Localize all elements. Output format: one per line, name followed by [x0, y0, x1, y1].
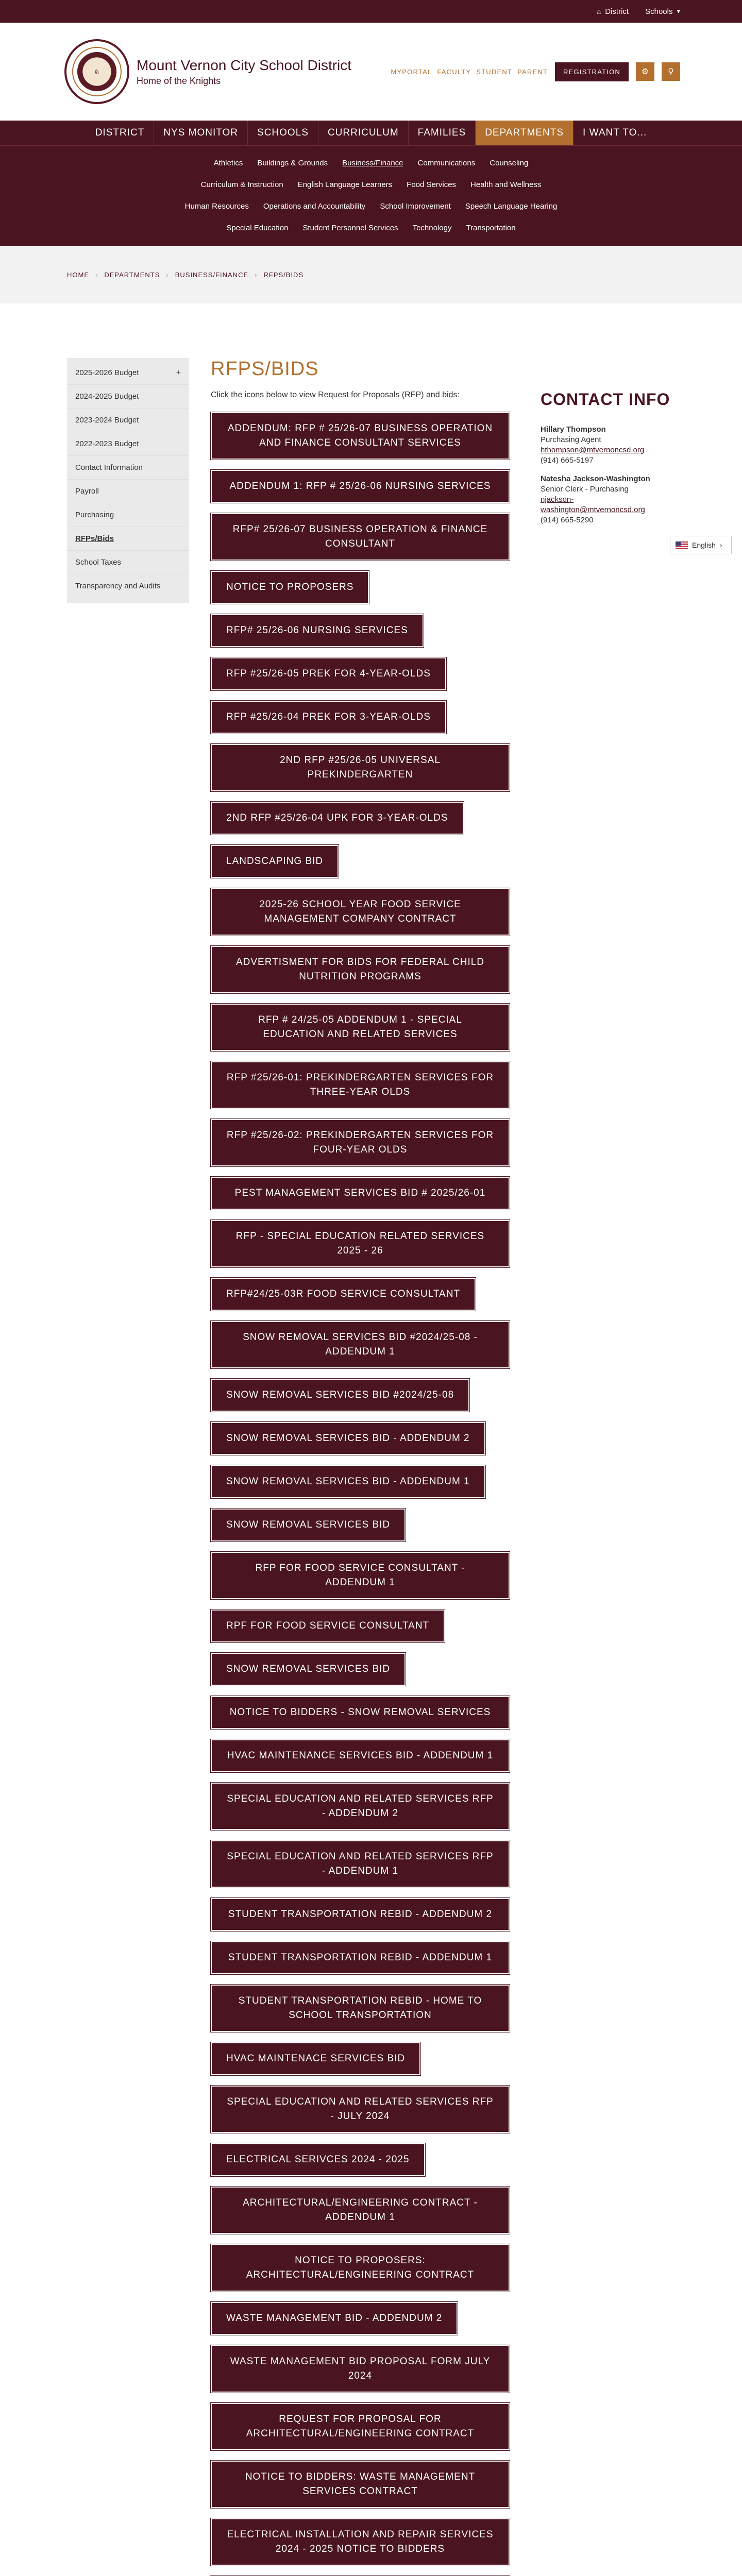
subnav-technology[interactable]: Technology — [412, 223, 452, 232]
utility-bar — [0, 0, 742, 23]
breadcrumb-current: RFPS/BIDS — [263, 270, 304, 279]
subnav-ell[interactable]: English Language Learners — [297, 180, 393, 189]
language-selector[interactable] — [670, 536, 732, 554]
rfp-document-button[interactable]: WASTE MANAGEMENT BID PROPOSAL FORM JULY 2024 — [211, 2345, 510, 2393]
rfp-button-list — [211, 412, 520, 2576]
rfp-document-button[interactable]: ADDENDUM: RFP # 25/26-07 BUSINESS OPERATION AND FINANCE CONSULTANT SERVICES — [211, 412, 510, 460]
rfp-document-button[interactable]: SNOW REMOVAL SERVICES BID - ADDENDUM 2 — [211, 1422, 485, 1455]
rfp-document-button[interactable]: RFP #25/26-02: PREKINDERGARTEN SERVICES FOR FOUR-YEAR OLDS — [211, 1119, 510, 1166]
subnav-speech-language[interactable]: Speech Language Hearing — [465, 201, 558, 211]
rfp-document-button[interactable]: SPECIAL EDUCATION AND RELATED SERVICES RFP - ADDENDUM 1 — [211, 1840, 510, 1888]
subnav-buildings-grounds[interactable]: Buildings & Grounds — [257, 158, 328, 167]
schools-label: Schools — [645, 7, 673, 16]
rfp-document-button[interactable]: SNOW REMOVAL SERVICES BID — [211, 1653, 406, 1686]
search-icon[interactable]: ⚲ — [662, 62, 680, 81]
schools-dropdown[interactable] — [645, 7, 680, 16]
subnav-athletics[interactable]: Athletics — [213, 158, 243, 167]
rfp-document-button[interactable]: 2ND RFP #25/26-05 UNIVERSAL PREKINDERGARTEN — [211, 744, 510, 791]
plus-icon[interactable]: + — [176, 368, 181, 377]
breadcrumb-departments[interactable]: DEPARTMENTS — [104, 270, 160, 279]
rfp-document-button[interactable]: RPF FOR FOOD SERVICE CONSULTANT — [211, 1609, 445, 1642]
subnav-food-services[interactable]: Food Services — [407, 180, 457, 189]
site-header — [0, 23, 742, 121]
subnav-row — [0, 217, 742, 239]
main-content — [211, 358, 520, 2576]
sidebar-item-label: 2024-2025 Budget — [75, 392, 139, 401]
language-label: English — [692, 541, 716, 549]
sidebar-item-purchasing[interactable] — [67, 503, 189, 527]
rfp-document-button[interactable]: STUDENT TRANSPORTATION REBID - HOME TO SCHOOL TRANSPORTATION — [211, 1985, 510, 2032]
rfp-document-button[interactable]: ELECTRICAL INSTALLATION AND REPAIR SERVICES 2024 - 2025 NOTICE TO BIDDERS — [211, 2518, 510, 2566]
rfp-document-button[interactable]: HVAC MAINTENANCE SERVICES BID - ADDENDUM 1 — [211, 1739, 510, 1772]
contact-email-link[interactable]: hthompson@mtvernoncsd.org — [541, 446, 645, 454]
subnav-curriculum-instruction[interactable]: Curriculum & Instruction — [200, 180, 283, 189]
district-seal-logo — [64, 39, 129, 104]
rfp-document-button[interactable]: RFP# 25/26-06 NURSING SERVICES — [211, 614, 424, 647]
rfp-document-button[interactable]: LANDSCAPING BID — [211, 845, 339, 878]
rfp-document-button[interactable]: STUDENT TRANSPORTATION REBID - ADDENDUM 1 — [211, 1941, 510, 1974]
brand[interactable] — [64, 39, 351, 104]
sidebar-item-payroll[interactable] — [67, 480, 189, 503]
rfp-document-button[interactable]: SPECIAL EDUCATION AND RELATED SERVICES RFP - ADDENDUM 2 — [211, 1783, 510, 1830]
portal-links — [391, 68, 548, 76]
translate-icon[interactable]: ⚙ — [636, 62, 654, 81]
rfp-document-button[interactable]: ARCHITECTURAL/ENGINEERING CONTRACT - ADDENDUM 1 — [211, 2187, 510, 2234]
contact-info — [541, 358, 674, 2576]
rfp-document-button[interactable]: SNOW REMOVAL SERVICES BID — [211, 1509, 406, 1541]
seal-emblem: ♘ — [72, 47, 122, 96]
contact-phone: (914) 665-5290 — [541, 516, 594, 524]
student-link[interactable]: STUDENT — [476, 67, 513, 76]
rfp-document-button[interactable]: 2ND RFP #25/26-04 UPK FOR 3-YEAR-OLDS — [211, 802, 464, 835]
rfp-document-button[interactable]: NOTICE TO PROPOSERS — [211, 571, 369, 604]
intro-text: Click the icons below to view Request for Proposals (RFP) and bids: — [211, 391, 460, 399]
sidebar-item-label: Purchasing — [75, 511, 114, 519]
breadcrumb-business-finance[interactable]: BUSINESS/FINANCE — [175, 270, 249, 279]
subnav-row — [0, 174, 742, 195]
chevron-right-icon: › — [719, 541, 722, 549]
nav-nys-monitor[interactable]: NYS MONITOR — [154, 121, 248, 145]
subnav-school-improvement[interactable]: School Improvement — [380, 201, 451, 211]
sidebar-item-budget-2024-2025[interactable] — [67, 385, 189, 409]
rfp-document-button[interactable]: RFP # 24/25-05 ADDENDUM 1 - SPECIAL EDUCATION AND RELATED SERVICES — [211, 1004, 510, 1051]
section-sidebar — [67, 358, 189, 603]
rfp-document-button[interactable]: RFP #25/26-04 PREK FOR 3-YEAR-OLDS — [211, 701, 446, 734]
parent-link[interactable]: PARENT — [517, 67, 548, 76]
nav-departments[interactable]: DEPARTMENTS — [476, 121, 574, 145]
rfp-document-button[interactable]: WASTE MANAGEMENT BID - ADDENDUM 2 — [211, 2302, 458, 2335]
rfp-document-button[interactable]: SNOW REMOVAL SERVICES BID - ADDENDUM 1 — [211, 1465, 485, 1498]
breadcrumb-home[interactable]: HOME — [67, 270, 89, 279]
main-nav — [0, 121, 742, 145]
district-tagline: Home of the Knights — [137, 75, 221, 86]
chevron-down-icon: ▾ — [677, 7, 680, 15]
registration-button[interactable]: REGISTRATION — [555, 62, 629, 81]
sidebar-item-school-taxes[interactable] — [67, 551, 189, 574]
rfp-document-button[interactable]: RFP #25/26-01: PREKINDERGARTEN SERVICES FOR THREE-YEAR OLDS — [211, 1061, 510, 1109]
subnav-counseling[interactable]: Counseling — [490, 158, 529, 167]
faculty-link[interactable]: FACULTY — [437, 67, 471, 76]
rfp-document-button[interactable]: NOTICE TO BIDDERS: WASTE MANAGEMENT SERVICES CONTRACT — [211, 2461, 510, 2508]
rfp-document-button[interactable]: 2025-26 SCHOOL YEAR FOOD SERVICE MANAGEMENT COMPANY CONTRACT — [211, 888, 510, 936]
sidebar-item-label: 2022-2023 Budget — [75, 439, 139, 448]
subnav-row — [0, 152, 742, 174]
sidebar-item-label: School Taxes — [75, 558, 121, 567]
nav-schools[interactable]: SCHOOLS — [248, 121, 318, 145]
nav-district[interactable]: DISTRICT — [86, 121, 155, 145]
district-title: Mount Vernon City School District — [137, 57, 352, 73]
building-icon: ⌂ — [597, 7, 601, 15]
myportal-link[interactable]: MYPORTAL — [391, 67, 432, 76]
page-title: RFPS/BIDS — [211, 358, 319, 380]
subnav-special-education[interactable]: Special Education — [226, 223, 289, 232]
sidebar-item-transparency-audits[interactable] — [67, 574, 189, 598]
breadcrumb-separator: › — [255, 270, 258, 279]
sidebar-item-label: RFPs/Bids — [75, 534, 114, 543]
rfp-document-button[interactable]: ADDENDUM 1: RFP # 25/26-06 NURSING SERVICES — [211, 470, 510, 503]
sidebar-item-label: Transparency and Audits — [75, 582, 161, 590]
rfp-document-button[interactable]: SNOW REMOVAL SERVICES BID #2024/25-08 - ADDENDUM 1 — [211, 1321, 510, 1368]
breadcrumb — [0, 246, 742, 303]
contact-name: Natesha Jackson-Washington — [541, 474, 650, 483]
rfp-document-button[interactable]: NOTICE TO PROPOSERS: ARCHITECTURAL/ENGINEERING CONTRACT — [211, 2244, 510, 2292]
contact-phone: (914) 665-5197 — [541, 456, 594, 465]
page-content — [0, 303, 742, 2576]
nav-curriculum[interactable]: CURRICULUM — [318, 121, 409, 145]
subnav-business-finance[interactable]: Business/Finance — [342, 158, 403, 167]
subnav-health-wellness[interactable]: Health and Wellness — [470, 180, 542, 189]
rfp-document-button[interactable]: STUDENT TRANSPORTATION REBID - ADDENDUM 2 — [211, 1898, 510, 1931]
rfp-document-button[interactable]: SPECIAL EDUCATION AND RELATED SERVICES RFP - JULY 2024 — [211, 2086, 510, 2133]
header-actions — [391, 62, 680, 81]
rfp-document-button[interactable]: REQUEST FOR PROPOSAL FOR ARCHITECTURAL/ENGINEERING CONTRACT — [211, 2403, 510, 2450]
rfp-document-button[interactable]: NOTICE TO BIDDERS - SNOW REMOVAL SERVICES — [211, 1696, 510, 1729]
district-link[interactable] — [597, 7, 629, 16]
breadcrumb-separator: › — [95, 270, 98, 279]
sidebar-item-budget-2023-2024[interactable] — [67, 409, 189, 432]
subnav-communications[interactable]: Communications — [417, 158, 476, 167]
subnav-row — [0, 195, 742, 217]
sidebar-item-budget-2022-2023[interactable] — [67, 432, 189, 456]
sidebar-item-label: Payroll — [75, 487, 99, 496]
rfp-document-button[interactable]: RFP FOR FOOD SERVICE CONSULTANT - ADDENDUM 1 — [211, 1552, 510, 1599]
rfp-document-button[interactable]: HVAC MAINTENACE SERVICES BID — [211, 2042, 420, 2075]
rfp-document-button[interactable]: RFP#24/25-03R FOOD SERVICE CONSULTANT — [211, 1278, 476, 1311]
sidebar-item-contact-information[interactable] — [67, 456, 189, 480]
district-label: District — [605, 7, 629, 16]
us-flag-icon — [676, 541, 688, 549]
departments-subnav — [0, 145, 742, 246]
nav-families[interactable]: FAMILIES — [409, 121, 476, 145]
contact-email-link[interactable]: njackson-washington@mtvernoncsd.org — [541, 495, 645, 514]
rfp-document-button[interactable]: ADVERTISMENT FOR BIDS FOR FEDERAL CHILD NUTRITION PROGRAMS — [211, 946, 510, 993]
contact-role: Senior Clerk - Purchasing — [541, 485, 629, 494]
contact-person — [541, 474, 674, 526]
sidebar-item-label: 2025-2026 Budget — [75, 368, 139, 377]
sidebar-item-rfps-bids[interactable] — [67, 527, 189, 551]
rfp-document-button[interactable]: RFP# 25/26-07 BUSINESS OPERATION & FINANCE CONSULTANT — [211, 513, 510, 561]
sidebar-item-label: 2023-2024 Budget — [75, 416, 139, 425]
rfp-document-button[interactable]: RFP #25/26-05 PREK FOR 4-YEAR-OLDS — [211, 657, 446, 690]
rfp-document-button[interactable]: SNOW REMOVAL SERVICES BID #2024/25-08 — [211, 1379, 469, 1412]
subnav-transportation[interactable]: Transportation — [466, 223, 516, 232]
contact-name: Hillary Thompson — [541, 425, 606, 434]
nav-i-want-to[interactable]: I WANT TO... — [583, 127, 647, 138]
rfp-document-button[interactable]: PEST MANAGEMENT SERVICES BID # 2025/26-01 — [211, 1177, 510, 1210]
contact-title: CONTACT INFO — [541, 390, 670, 409]
subnav-student-personnel[interactable]: Student Personnel Services — [302, 223, 398, 232]
breadcrumb-separator: › — [166, 270, 169, 279]
contact-role: Purchasing Agent — [541, 435, 601, 444]
subnav-operations[interactable]: Operations and Accountability — [263, 201, 366, 211]
sidebar-item-label: Contact Information — [75, 463, 143, 472]
sidebar-item-budget-2025-2026[interactable] — [67, 361, 189, 385]
subnav-human-resources[interactable]: Human Resources — [184, 201, 249, 211]
rfp-document-button[interactable]: ELECTRICAL SERIVCES 2024 - 2025 — [211, 2143, 425, 2176]
rfp-document-button[interactable]: RFP - SPECIAL EDUCATION RELATED SERVICES 2025 - 26 — [211, 1220, 510, 1267]
contact-person — [541, 425, 674, 466]
